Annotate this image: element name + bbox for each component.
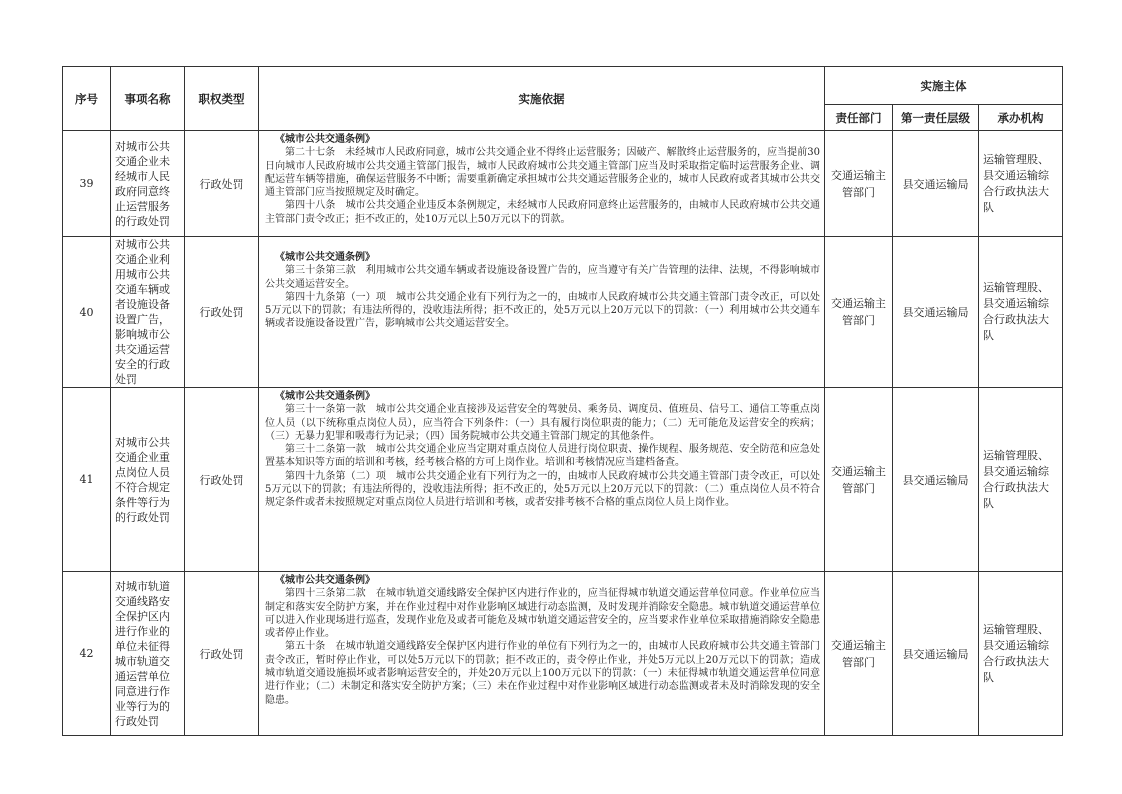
header-level: 第一责任层级: [893, 105, 979, 131]
row-number: 40: [63, 237, 111, 388]
basis-paragraph: 第五十条 在城市轨道交通线路安全保护区内进行作业的单位有下列行为之一的，由城市人民政府城市公共交通主管部门责令改正，暂时停止作业，可以处5万元以下的罚款；拒不改正的，责令停止作业，并处5万元以上20万元以下的罚款；造成城市轨道交通设施损坏或者影响运营安全的，并处20万元以上100万元以下的罚款：（一）未征得城市轨道交通运营单位同意进行作业；（二）未制定和落实安全防护方案；（三）未在作业过程中对作业影响区域进行动态监测或者未及时消除发现的安全隐患。: [265, 641, 820, 706]
handling-org: 运输管理股、县交通运输综合行政执法大队: [979, 237, 1063, 388]
row-number: 39: [63, 131, 111, 237]
table-row: [63, 237, 1063, 388]
basis-paragraph: 第四十三条第二款 在城市轨道交通线路安全保护区内进行作业的，应当征得城市轨道交通运营单位同意。作业单位应当制定和落实安全防护方案，并在作业过程中对作业影响区域进行动态监测，及时发现并消除安全隐患。城市轨道交通运营单位可以进入作业现场进行巡查，发现作业危及或者可能危及城市轨道交通运营安全的，应当要求作业单位采取措施消除安全隐患或者停止作业。: [265, 588, 820, 640]
basis-paragraph: 第三十一条第一款 城市公共交通企业直接涉及运营安全的驾驶员、乘务员、调度员、值班员、信号工、通信工等重点岗位人员（以下统称重点岗位人员），应当符合下列条件：（一）具有履行岗位职责的能力；（二）无可能危及运营安全的疾病；（三）无暴力犯罪和吸毒行为记录；（四）国务院城市公共交通主管部门规定的其他条件。: [265, 404, 820, 442]
matters-table: [62, 66, 1063, 736]
authority-type: 行政处罚: [185, 572, 259, 736]
law-title: 《城市公共交通条例》: [275, 252, 375, 263]
law-title: 《城市公共交通条例》: [275, 575, 375, 586]
header-name: 事项名称: [111, 67, 185, 131]
legal-basis: [259, 572, 825, 736]
basis-paragraph: 第四十八条 城市公共交通企业违反本条例规定，未经城市人民政府同意终止运营服务的，由城市人民政府城市公共交通主管部门责令改正；拒不改正的，处10万元以上50万元以下的罚款。: [265, 200, 820, 225]
responsible-dept: 交通运输主管部门: [825, 388, 893, 572]
legal-basis: [259, 131, 825, 237]
basis-paragraph: 第三十二条第一款 城市公共交通企业应当定期对重点岗位人员进行岗位职责、操作规程、服务规范、安全防范和应急处置基本知识等方面的培训和考核，经考核合格的方可上岗作业。培训和考核情况应当建档备查。: [265, 444, 820, 469]
first-level: 县交通运输局: [893, 237, 979, 388]
header-type: 职权类型: [185, 67, 259, 131]
matter-name: 对城市公共交通企业利用城市公共交通车辆或者设施设备设置广告，影响城市公共交通运营安全的行政处罚: [111, 237, 185, 388]
header-org: 承办机构: [979, 105, 1063, 131]
authority-type: 行政处罚: [185, 131, 259, 237]
handling-org: 运输管理股、县交通运输综合行政执法大队: [979, 131, 1063, 237]
row-number: 41: [63, 388, 111, 572]
table-row: [63, 131, 1063, 237]
first-level: 县交通运输局: [893, 388, 979, 572]
row-number: 42: [63, 572, 111, 736]
handling-org: 运输管理股、县交通运输综合行政执法大队: [979, 572, 1063, 736]
matter-name: 对城市轨道交通线路安全保护区内进行作业的单位未征得城市轨道交通运营单位同意进行作业等行为的行政处罚: [111, 572, 185, 736]
basis-paragraph: 第三十条第三款 利用城市公共交通车辆或者设施设备设置广告的，应当遵守有关广告管理的法律、法规，不得影响城市公共交通运营安全。: [265, 265, 820, 290]
law-title: 《城市公共交通条例》: [275, 134, 375, 145]
responsible-dept: 交通运输主管部门: [825, 131, 893, 237]
legal-basis: [259, 237, 825, 388]
table-row: [63, 572, 1063, 736]
first-level: 县交通运输局: [893, 572, 979, 736]
first-level: 县交通运输局: [893, 131, 979, 237]
handling-org: 运输管理股、县交通运输综合行政执法大队: [979, 388, 1063, 572]
matter-name: 对城市公共交通企业未经城市人民政府同意终止运营服务的行政处罚: [111, 131, 185, 237]
header-no: 序号: [63, 67, 111, 131]
basis-paragraph: 第四十九条第（一）项 城市公共交通企业有下列行为之一的，由城市人民政府城市公共交通主管部门责令改正，可以处5万元以下的罚款；有违法所得的，没收违法所得；拒不改正的，处5万元以上20万元以下的罚款：（一）利用城市公共交通车辆或者设施设备设置广告，影响城市公共交通运营安全。: [265, 291, 820, 330]
header-dept: 责任部门: [825, 105, 893, 131]
table-row: [63, 388, 1063, 572]
basis-paragraph: 第二十七条 未经城市人民政府同意，城市公共交通企业不得终止运营服务；因破产、解散终止运营服务的，应当提前30日向城市人民政府城市公共交通主管部门报告，城市人民政府城市公共交通主管部门应当及时采取指定临时运营服务企业、调配运营车辆等措施，确保运营服务不中断；需要重新确定承担城市公共交通运营服务企业的，城市人民政府或者其城市公共交通主管部门应当按照规定及时确定。: [265, 147, 820, 199]
responsible-dept: 交通运输主管部门: [825, 237, 893, 388]
authority-type: 行政处罚: [185, 388, 259, 572]
basis-paragraph: 第四十九条第（二）项 城市公共交通企业有下列行为之一的，由城市人民政府城市公共交通主管部门责令改正，可以处5万元以下的罚款；有违法所得的，没收违法所得；拒不改正的，处5万元以上20万元以下的罚款：（二）重点岗位人员不符合规定条件或者未按照规定对重点岗位人员进行培训和考核，或者安排考核不合格的重点岗位人员上岗作业。: [265, 470, 820, 509]
legal-basis: [259, 388, 825, 572]
matter-name: 对城市公共交通企业重点岗位人员不符合规定条件等行为的行政处罚: [111, 388, 185, 572]
authority-type: 行政处罚: [185, 237, 259, 388]
law-title: 《城市公共交通条例》: [275, 391, 375, 402]
header-basis: 实施依据: [259, 67, 825, 131]
responsible-dept: 交通运输主管部门: [825, 572, 893, 736]
header-subject: 实施主体: [825, 67, 1063, 105]
